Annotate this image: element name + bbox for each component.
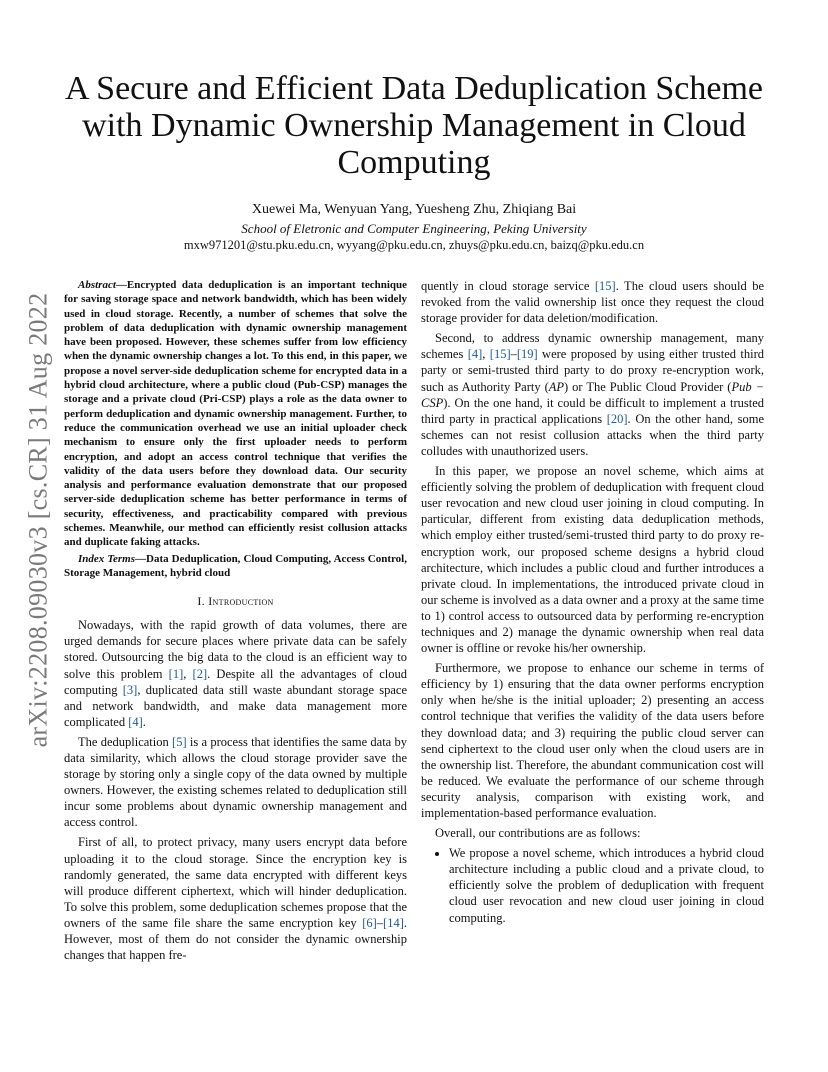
text-run: . On the other hand, some schemes can not resist collusion attacks when the third party colludes with unauthorized users. — [421, 411, 764, 458]
affiliation: School of Eletronic and Computer Engineering, Peking University — [241, 221, 587, 236]
citation-link[interactable]: [19] — [516, 347, 538, 362]
abstract-label: Abstract — [78, 279, 116, 291]
text-run: . However, most of them do not consider the dynamic ownership changes that happen fre- — [64, 915, 407, 963]
index-terms — [64, 552, 407, 581]
section-title: Introduction — [208, 594, 274, 609]
text-run: , — [183, 666, 193, 681]
text-run: ). On the one hand, it could be difficult to implement a trusted third party in practical applications — [421, 395, 764, 426]
text-run: First of all, to protect privacy, many users encrypt data before uploading it to the cloud storage. Since the encryption key is randomly generated, the same data encrypted with different keys will produce different ciphertext, which will hinder deduplication. To solve this problem, some deduplication schemes propose that the owners of the same file share the same encryption key — [64, 835, 407, 930]
citation-link[interactable]: [1] — [168, 666, 184, 681]
text-run: Nowadays, with the rapid growth of data volumes, there are urged demands for secure places where private data can be safely stored. Outsourcing the big data to the cloud is an efficient way to solve this problem — [64, 618, 407, 681]
paragraph — [64, 734, 407, 831]
citation-link[interactable]: [20] — [606, 411, 628, 426]
text-run: Second, to address dynamic ownership management, many schemes — [421, 331, 764, 362]
index-terms-text: —Data Deduplication, Cloud Computing, Access Control, Storage Management, hybrid cloud — [64, 552, 407, 579]
left-column — [64, 278, 407, 967]
author-list: Xuewei Ma, Wenyuan Yang, Yuesheng Zhu, Zhiqiang Bai — [251, 202, 577, 217]
abstract — [64, 278, 407, 550]
citation-link[interactable]: [2] — [192, 666, 208, 681]
citation-link[interactable]: [15] — [489, 347, 511, 362]
text-run: – — [510, 347, 517, 362]
citation-link[interactable]: [3] — [122, 682, 138, 697]
citation-link[interactable]: [4] — [467, 347, 483, 362]
arxiv-id-text: arXiv:2208.09030v3 [cs.CR] 31 Aug 2022 — [23, 292, 53, 748]
paragraph — [421, 330, 764, 459]
section-heading-introduction — [64, 594, 407, 609]
text-run: . Despite all the advantages of cloud computing — [64, 666, 407, 697]
citation-link[interactable]: [5] — [172, 734, 187, 749]
text-run: . — [142, 714, 146, 729]
intro-body-left — [64, 617, 407, 963]
abstract-text: —Encrypted data deduplication is an important technique for saving storage space and network bandwidth, which has been widely used in cloud storage. Recently, a number of schemes that solve the problem of data deduplication with dynamic ownership management have been proposed. However, these schemes suffer from low efficiency when the dynamic ownership changes a lot. To this end, in this paper, we propose a novel server-side deduplication scheme for encrypted data in a hybrid cloud architecture, where a public cloud (Pub-CSP) manages the storage and a private cloud (Pri-CSP) plays a role as the data owner to perform deduplication and dynamic ownership management. Further, to reduce the communication overhead we use an initial uploader check mechanism to ensure only the first uploader needs to perform encryption, and adopt an access control technique that verifies the validity of the data users before they download data. Our security analysis and performance evaluation demonstrate that our proposed server-side deduplication scheme has better performance in terms of security, effectiveness, and practicability compared with previous schemes. Meanwhile, our method can efficiently resist collusion attacks and duplicate faking attacks. — [64, 279, 407, 549]
text-run: , duplicated data still waste abundant storage space and network bandwidth, and make data management more complicated — [64, 682, 408, 729]
citation-link[interactable]: [15] — [594, 279, 616, 293]
citation-link[interactable]: [14] — [383, 915, 404, 930]
text-run: . The cloud users should be revoked from the valid ownership list once they request the cloud storage provider for data deletion/modification. — [421, 279, 764, 326]
index-terms-label: Index Terms — [78, 552, 136, 565]
citation-link[interactable]: [4] — [128, 714, 143, 729]
author-emails: mxw971201@stu.pku.edu.cn, wyyang@pku.edu.cn, zhuys@pku.edu.cn, baizq@pku.edu.cn — [183, 238, 645, 252]
paragraph — [421, 278, 764, 326]
text-run: , — [482, 347, 490, 362]
citation-link[interactable]: [6] — [362, 915, 377, 930]
math-symbol: Pub − CSP — [421, 379, 765, 410]
text-run: The deduplication — [78, 734, 173, 749]
arxiv-side-identifier — [8, 240, 68, 800]
contributions-list — [421, 845, 764, 925]
text-run: were proposed by using either trusted third party or semi-trusted third party to do proxy re-encryption work, such as Authority Party ( — [421, 347, 764, 394]
paragraph: Overall, our contributions are as follows: — [435, 826, 641, 841]
list-item: • We propose a novel scheme, which introduces a hybrid cloud architecture including a public cloud and a private cloud, to efficiently solve the problem of deduplication with frequent cloud user revocation and new cloud user joining in cloud computing. — [449, 845, 764, 925]
paragraph: Furthermore, we propose to enhance our scheme in terms of efficiency by 1) ensuring that the data owner performs encryption only when he/she is the initial uploader; 2) presenting an access control technique that verifies the validity of the data users before they download data; and 3) requiring the public cloud server can send ciphertext to the cloud user only when the cloud users are in the ownership list. Therefore, the abundant communication cost will be reduced. We evaluate the performance of our scheme through security analysis, comparison with existing work, and implementation-based performance evaluation. — [421, 661, 764, 820]
right-column — [421, 278, 764, 926]
section-number: I. — [197, 594, 209, 609]
paper-title: A Secure and Efficient Data Deduplication Scheme with Dynamic Ownership Management in Cloud Computing — [64, 70, 763, 181]
paragraph: In this paper, we propose an novel scheme, which aims at efficiently solving the problem of deduplication with frequent cloud user revocation and new cloud user joining in cloud computing. In particular, different from existing data deduplication methods, which employ either trusted/semi-trusted third party to do proxy re-encryption work, our proposed scheme designs a hybrid cloud architecture, which includes a public cloud and further introduces a private cloud. In implementations, the introduced private cloud in our scheme is involved as a data owner and a proxy at the same time to 1) control access to outsourced data by performing re-encryption techniques and 2) manage the dynamic ownership when real data owner is offline or revoke his/her ownership. — [421, 464, 764, 656]
text-run: – — [376, 915, 384, 930]
math-symbol: AP — [548, 379, 565, 394]
text-run: ) or The Public Cloud Provider ( — [564, 379, 732, 394]
text-run: quently in cloud storage service — [421, 279, 595, 293]
text-run: is a process that identifies the same data by data similarity, which allows the cloud storage provider save the storage by storing only a single copy of the data owned by multiple owners. However, the existing schemes related to deduplication still incur some problems about dynamic ownership management and access control. — [64, 734, 407, 830]
paragraph — [64, 834, 407, 963]
paragraph — [64, 617, 407, 730]
